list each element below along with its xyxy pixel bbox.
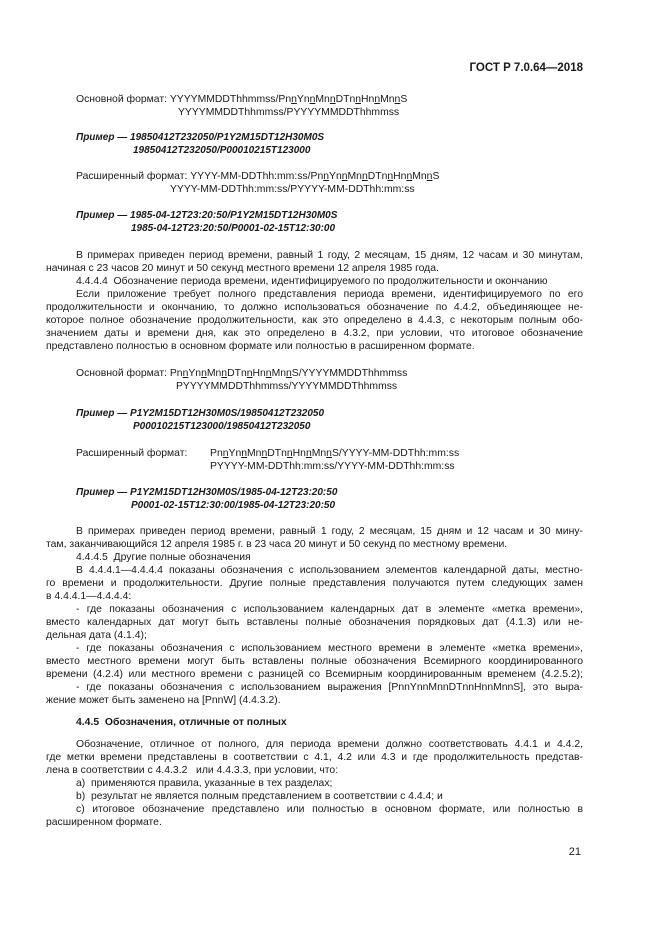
basic-format-line-2: YYYYMMDDThhmmss/PYYYYMMDDThhmmss [178, 107, 400, 118]
paragraph-line: где метки времени представлены в соответствии с 4.1, 4.2 или 4.3 и где продолжительность представ- [46, 752, 583, 763]
paragraph-line: лена в соответствии с 4.4.3.2 или 4.4.3.3, при условии, что: [46, 765, 339, 776]
list-item-c: с) итоговое обозначение представлено или полностью в основном формате, или полностью в [76, 804, 583, 815]
list-item: времени (4.2.4) или местного времени с разницей со Всемирным координированным временем (4.2.5.2); [46, 669, 583, 680]
format-label: Основной формат: [76, 368, 170, 379]
extended-format-line-1: PnnYnnMnnDTnnHnnMnnS/YYYY-MM-DDThh:mm:ss [210, 448, 460, 459]
example-line: 19850412T232050/P00010215T123000 [133, 145, 311, 156]
paragraph-line: которое полное обозначение продолжительности, как это определено в 4.4.3, с некоторым полным обо- [46, 315, 583, 326]
example-line: Пример — P1Y2M15DT12H30M0S/1985-04-12T23:20:50 [76, 487, 338, 498]
paragraph-line: представлено полностью в основном формате или полностью в расширенном формате. [46, 341, 475, 352]
list-item: вместо местного времени могут быть вставлены полные обозначения Всемирного координированного [46, 656, 583, 667]
example-line: Пример — 1985-04-12T23:20:50/P1Y2M15DT12H30M0S [76, 210, 338, 221]
paragraph-line: в 4.4.4.1—4.4.4.4: [46, 591, 132, 602]
basic-format-line-1: Основной формат: PnnYnnMnnDTnnHnnMnnS/YYYYMMDDThhmmss [76, 368, 408, 379]
example-line: P0001-02-15T12:30:00/1985-04-12T23:20:50 [131, 500, 336, 511]
paragraph-line: начиная с 23 часов 20 минут и 50 секунд местного времени 12 апреля 1985 года. [46, 263, 439, 274]
list-item: жение может быть заменено на [PnnW] (4.4.3.2). [46, 695, 281, 706]
extended-format-line-1: Расширенный формат: YYYY-MM-DDThh:mm:ss/PnnYnnMnnDTnnHnnMnnS [76, 171, 440, 182]
list-item-a: а) применяются правила, указанные в тех разделах; [76, 778, 333, 789]
paragraph-line: Обозначение, отличное от полного, для периода времени должно соответствовать 4.4.1 и 4.4.2, [76, 739, 583, 750]
list-item-b: b) результат не является полным представлением в соответствии с 4.4.4; и [76, 791, 443, 802]
format-label: Расширенный формат: [76, 171, 191, 182]
list-item: дельная дата (4.1.4); [46, 630, 147, 641]
page-number: 21 [568, 846, 581, 858]
paragraph-line: Если приложение требует полного представления периода времени, идентифицируемого по его [76, 289, 583, 300]
example-line: 1985-04-12T23:20:50/P0001-02-15T12:30:00 [131, 223, 336, 234]
format-label: Основной формат: [76, 94, 170, 105]
paragraph-line: го времени и продолжительности. Другие полные представления получаются путем следующих замен [46, 578, 583, 589]
paragraph-line: продолжительности и окончанию, то должно использоваться обозначение по 4.4.2, объединяющее не- [46, 302, 583, 313]
paragraph-line: значением даты и времени дня, как это определено в 4.3.2, при условии, что итоговое обозначение [46, 328, 583, 339]
basic-format-line-1: Основной формат: YYYYMMDDThhmmss/PnnYnnMnnDTnnHnnMnnS [76, 94, 408, 105]
paragraph-line: В 4.4.4.1—4.4.4.4 показаны обозначения с использованием элементов календарной даты, местно- [76, 565, 583, 576]
basic-format-line-2: PYYYYMMDDThhmmss/YYYYMMDDThhmmss [176, 381, 398, 392]
section-heading-4-4-5: 4.4.5 Обозначения, отличные от полных [76, 717, 287, 728]
paragraph-line: там, заканчивающийся 12 апреля 1985 г. в 23 часа 20 минут и 50 секунд по местному времени. [46, 539, 508, 550]
example-line: Пример — P1Y2M15DT12H30M0S/19850412T232050 [76, 408, 325, 419]
example-line: P00010215T123000/19850412T232050 [133, 421, 311, 432]
paragraph-line: В примерах приведен период времени, равный 1 году, 2 месяцам, 15 дням, 12 часам и 30 минутам, [76, 250, 583, 261]
extended-format-line-2: PYYYY-MM-DDThh:mm:ss/YYYY-MM-DDThh:mm:ss [210, 461, 455, 472]
example-line: Пример — 19850412T232050/P1Y2M15DT12H30M0S [76, 132, 325, 143]
format-label: Расширенный формат: [76, 448, 188, 459]
section-heading-4-4-4-4: 4.4.4.4 Обозначение периода времени, идентифицируемого по продолжительности и окончанию [76, 276, 548, 287]
paragraph-line: В примерах приведен период времени, равный 1 году, 2 месяцам, 15 дням и 12 часам и 30 мину- [76, 526, 583, 537]
list-item-c: расширенном формате. [46, 817, 162, 828]
standard-header: ГОСТ Р 7.0.64—2018 [469, 62, 583, 74]
list-item: - где показаны обозначения с использованием местного времени в элементе «метка времени», [76, 643, 583, 654]
extended-format-line-2: YYYY-MM-DDThh:mm:ss/PYYYY-MM-DDThh:mm:ss [170, 184, 415, 195]
list-item: - где показаны обозначения с использованием календарных дат в элементе «метка времени», [76, 604, 583, 615]
list-item: вместо календарных дат могут быть вставлены полные обозначения порядковых дат (4.1.3) или не- [46, 617, 583, 628]
section-heading-4-4-4-5: 4.4.4.5 Другие полные обозначения [76, 552, 251, 563]
list-item: - где показаны обозначения с использованием выражения [PnnYnnMnnDTnnHnnMnnS], это выра- [76, 682, 583, 693]
